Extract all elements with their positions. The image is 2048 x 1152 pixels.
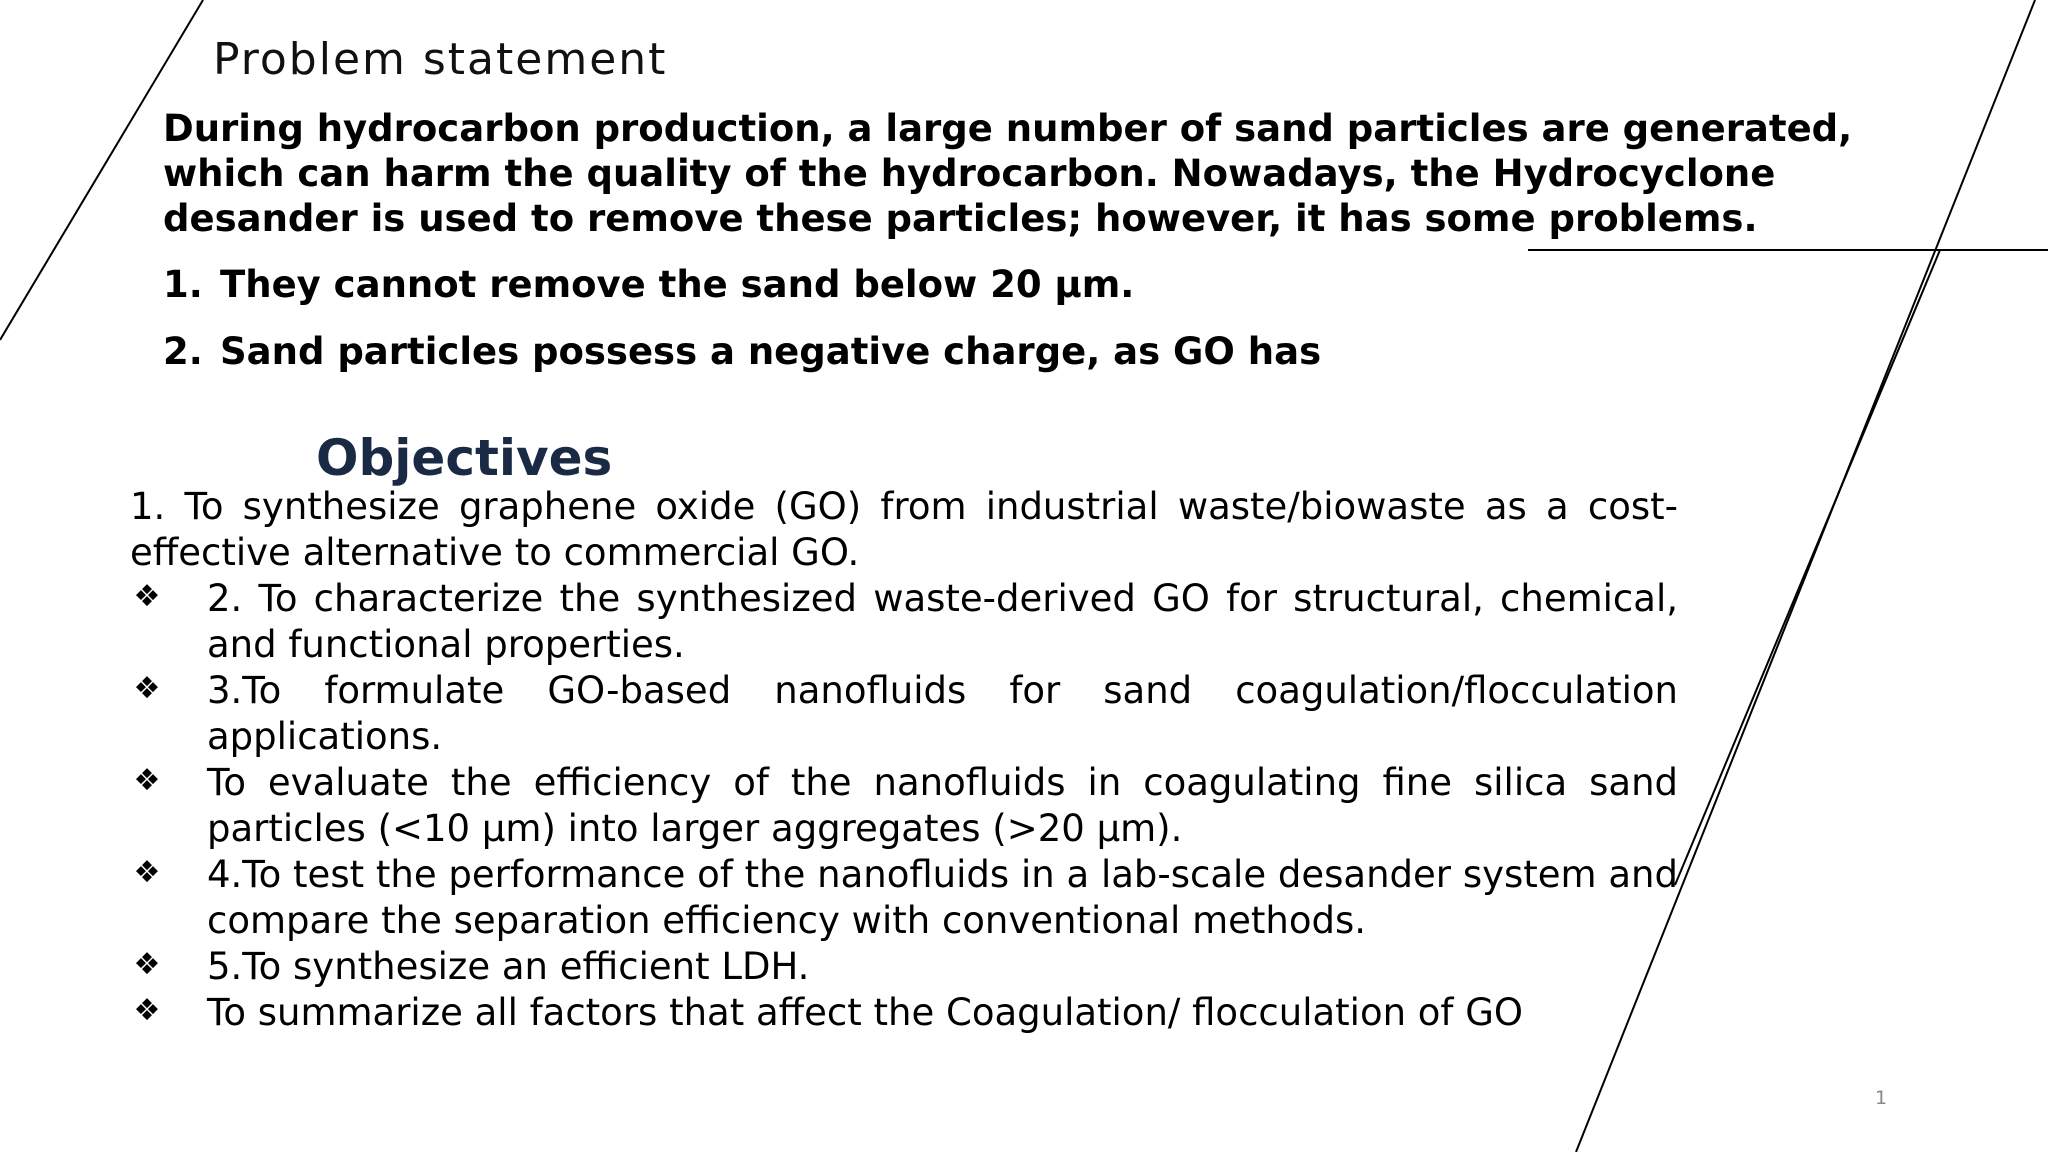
objectives-list <box>130 576 1678 1036</box>
diamond-bullet-icon: ❖ <box>133 763 161 798</box>
diamond-bullet-icon: ❖ <box>133 579 161 614</box>
problem-item <box>163 262 1321 307</box>
objective-text: 2. To characterize the synthesized waste-derived GO for structural, chemical, and functional properties. <box>207 577 1678 666</box>
slide-title: Problem statement <box>213 34 668 85</box>
objective-item <box>130 576 1678 668</box>
objectives-heading: Objectives <box>316 429 613 487</box>
problem-item <box>163 329 1321 374</box>
objective-text: To evaluate the efficiency of the nanofluids in coagulating fine silica sand particles (<10 μm) into larger aggregates (>20 μm). <box>207 761 1678 850</box>
page-number: 1 <box>1875 1087 1888 1109</box>
problem-intro: During hydrocarbon production, a large number of sand particles are generated, which can harm the quality of the hydrocarbon. Nowadays, the Hydrocyclone desander is used to remove these particles; however, it has some problems. <box>163 107 1853 240</box>
diamond-bullet-icon: ❖ <box>133 671 161 706</box>
objective-text: 3.To formulate GO-based nanofluids for sand coagulation/flocculation applications. <box>207 669 1678 758</box>
objective-item <box>130 944 1678 990</box>
objective-item <box>130 668 1678 760</box>
objective-text: 4.To test the performance of the nanofluids in a lab-scale desander system and compare the separation efficiency with conventional methods. <box>207 853 1678 942</box>
diamond-bullet-icon: ❖ <box>133 947 161 982</box>
diamond-bullet-icon: ❖ <box>133 855 161 890</box>
objective-item <box>130 852 1678 944</box>
objective-text: To summarize all factors that affect the Coagulation/ flocculation of GO <box>207 991 1524 1034</box>
problem-number: 2. <box>163 330 203 373</box>
objective-item <box>130 990 1678 1036</box>
problem-text: They cannot remove the sand below 20 μm. <box>220 263 1135 306</box>
problem-list <box>163 262 1321 396</box>
problem-text: Sand particles possess a negative charge, as GO has <box>220 330 1322 373</box>
objective-first: 1. To synthesize graphene oxide (GO) from industrial waste/biowaste as a cost-effective alternative to commercial GO. <box>130 485 1678 574</box>
problem-number: 1. <box>163 263 203 306</box>
right-diagonal-line-lower <box>1675 250 1940 885</box>
objective-item <box>130 760 1678 852</box>
objective-text: 5.To synthesize an efficient LDH. <box>207 945 810 988</box>
diamond-bullet-icon: ❖ <box>133 993 161 1028</box>
